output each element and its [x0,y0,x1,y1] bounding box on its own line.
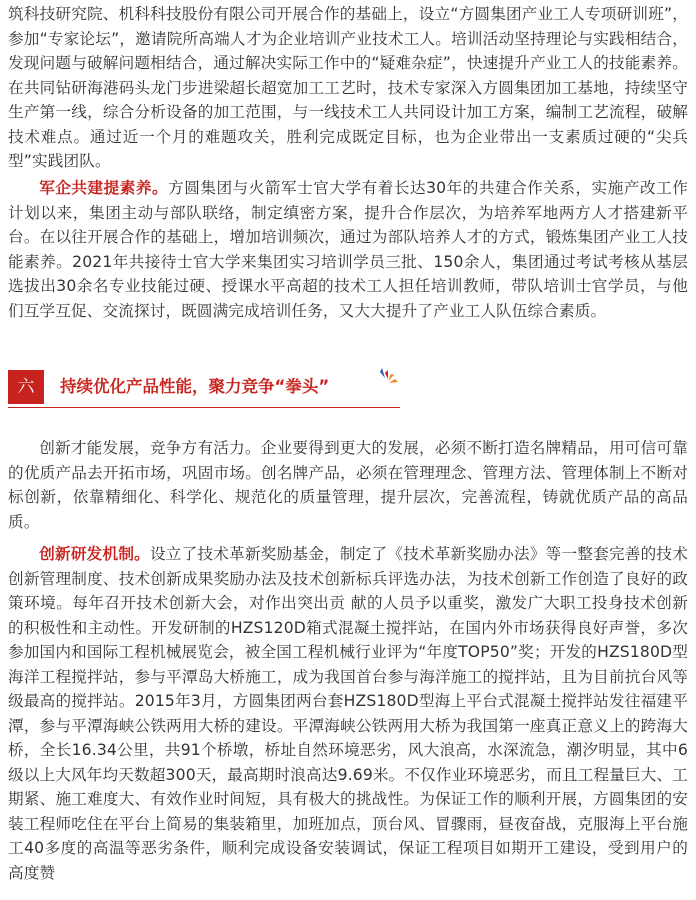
army-cooperation-heading: 军企共建提素养。 [39,179,169,197]
intro-paragraph: 筑科技研究院、机科科技股份有限公司开展合作的基础上，设立“方圆集团产业工人专项研训班”，参加“专家论坛”，邀请院所高端人才为企业培训产业技术工人。培训活动坚持理论与实践相结合，发现问题与破解问题相结合，通过解决实际工作中的“疑难杂症”，快速提升产业工人的技能素养。在共同钻研海港码头龙门步进梁超长超宽加工工艺时，技术专家深入方圆集团加工基地，持续坚守生产第一线，综合分析设备的加工范围，与一线技术工人共同设计加工方案，编制工艺流程，破解技术难点。通过近一个月的难题攻关，胜利完成既定目标，也为企业带出一支素质过硬的“尖兵型”实践团队。 [8,5,688,170]
innovation-intro-paragraph: 创新才能发展，竞争方有活力。企业要得到更大的发展，必须不断打造名牌精品，用可信可靠的优质产品去开拓市场，巩固市场。创名牌产品，必须在管理理念、管理方法、管理体制上不断对标创新，依靠精细化、科学化、规范化的质量管理，提升层次，完善流程，铸就优质产品的高品质。 [8,439,688,531]
rd-mechanism-body: 设立了技术革新奖励基金，制定了《技术革新奖励办法》等一整套完善的技术创新管理制度、技术创新成果奖励办法及技术创新标兵评选办法，为技术创新工作创造了良好的政策环境。每年召开技术创新大会，对作出突出贡 献的人员予以重奖，激发广大职工投身技术创新的积极性和主动性。开发研制的HZS120D箱式混凝土搅拌站，在国内外市场获得良好声誉，多次参加国内和国际工程机械展览会，被全国工程机械行业评为“年度TOP50”奖；开发的HZS180D型海洋工程搅拌站，参与平潭岛大桥施工，成为我国首台参与海洋施工的搅拌站，且为目前抗台风等级最高的搅拌站。2015年3月，方圆集团两台套HZS180D型海上平台式混凝土搅拌站发往福建平潭，参与平潭海峡公铁两用大桥的建设。平潭海峡公铁两用大桥为我国第一座真正意义上的跨海大桥，全长16.34公里，共91个桥墩，桥址自然环境恶劣，风大浪高，水深流急，潮汐明显，其中6级以上大风年均天数超300天，最高期时浪高达9.69米。不仅作业环境恶劣，而且工程量巨大、工期紧、施工难度大、有效作业时间短，具有极大的挑战性。为保证工作的顺利开展，方圆集团的安装工程师吃住在平台上简易的集装箱里，加班加点，顶台风、冒骤雨，昼夜奋战，克服海上平台施工40多度的高温等恶劣条件，顺利完成设备安装调试，保证工程项目如期开工建设，受到用户的高度赞 [8,545,688,882]
rd-mechanism-heading: 创新研发机制。 [39,545,150,563]
section-header [8,366,408,406]
army-cooperation-paragraph [8,176,688,323]
rd-mechanism-paragraph [8,542,688,885]
section-title: 持续优化产品性能，聚力竞争“拳头” [60,377,330,396]
army-cooperation-body: 方圆集团与火箭军士官大学有着长达30年的共建合作关系，实施产改工作计划以来，集团主动与部队联络，制定缜密方案，提升合作层次，为培养军地两方人才搭建新平台。在以往开展合作的基础上，增加培训频次，通过为部队培养人才的方式，锻炼集团产业工人技能素养。2021年共接待士官大学来集团实习培训学员三批、150余人，集团通过考试考核从基层选拔出30余名专业技能过硬、授课水平高超的技术工人担任培训教师，带队培训士官学员，与他们互学互促、交流探讨，既圆满完成培训任务，又大大提升了产业工人队伍综合素质。 [8,179,689,320]
sparkle-icon [368,366,404,394]
section-divider [8,407,400,408]
section-number: 六 [8,370,44,404]
